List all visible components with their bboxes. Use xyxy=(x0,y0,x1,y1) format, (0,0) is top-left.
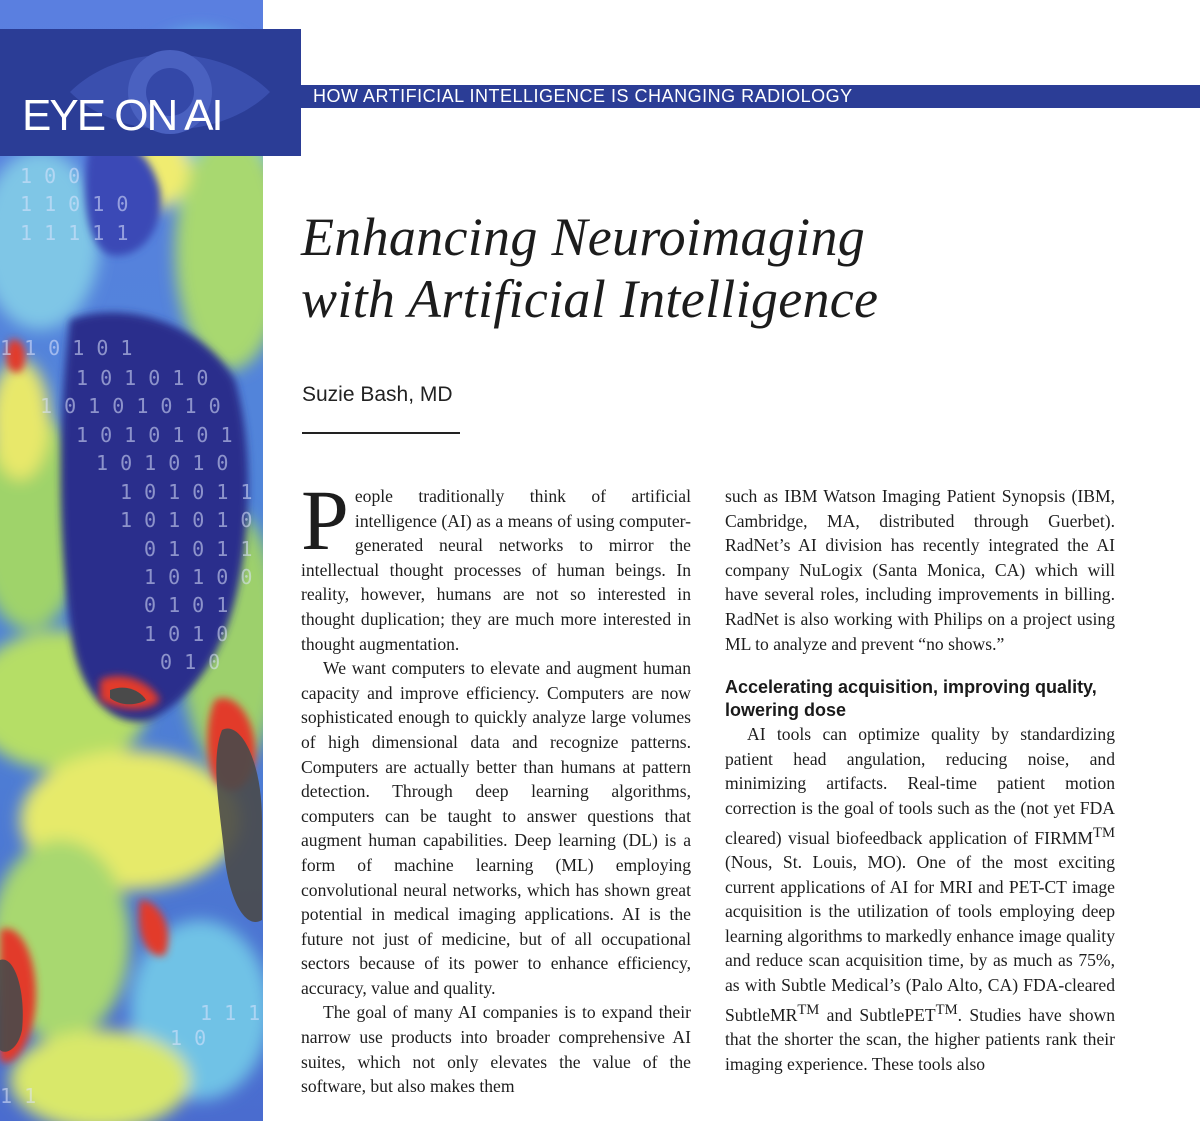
trademark-mark: TM xyxy=(935,1001,958,1018)
paragraph: We want computers to elevate and augment human capacity and improve efficiency. Computers are now sophisticated enough to quickly analyze large volumes of high dimensional data and recognize patterns. Computers are actually better than humans at pattern detection. Through deep learning algorithms, computers can be taught to answer questions that augment human capabilities. Deep learning (DL) is a form of machine learning (ML) employing convolutional neural networks, which has shown great potential in medical imaging applications. AI is the future not just of medicine, but of all occupational sectors because of its power to enhance efficiency, accuracy, value and quality. xyxy=(301,658,691,998)
binary-row: 1 1 0 1 0 xyxy=(20,192,129,216)
binary-row: 1 0 xyxy=(170,1026,207,1050)
binary-row: 1 0 1 0 1 0 xyxy=(76,366,209,390)
trademark-mark: TM xyxy=(797,1001,820,1018)
binary-row: 0 1 0 1 1 xyxy=(144,537,253,561)
binary-row: 1 1 1 1 1 xyxy=(20,221,129,245)
binary-row: 1 0 0 xyxy=(20,164,81,188)
section-brand-title: EYE ON AI xyxy=(22,91,222,140)
article-title-line2: with Artificial Intelligence xyxy=(301,269,879,329)
paragraph-text: eople traditionally think of artificial intelligence (AI) as a means of using computer-generated neural networks to mirror the intellectual thought processes of human beings. In reality, however, humans are not so interested in thought duplication; they are much more interested in thought augmentation. xyxy=(301,486,691,654)
paragraph: The goal of many AI companies is to expand their narrow use products into broader comprehensive AI suites, which not only elevates the value of the software, but also makes them xyxy=(301,1002,691,1097)
paragraph-text: (Nous, St. Louis, MO). One of the most exciting current applications of AI for MRI and PET-CT image acquisition is the utilization of tools employing deep learning algorithms to markedly enhance image quality and reduce scan acquisition time, by as much as 75%, as with Subtle Medical’s (Palo Alto, CA) FDA-cleared SubtleMR xyxy=(725,851,1115,1025)
section-brand-box xyxy=(0,29,301,156)
drop-cap: P xyxy=(301,472,349,568)
binary-row: 0 1 0 xyxy=(160,650,221,674)
article-title-line1: Enhancing Neuroimaging xyxy=(301,207,866,267)
binary-row: 1 0 1 0 xyxy=(144,622,229,646)
binary-row: 1 1 1 xyxy=(200,1001,261,1025)
trademark-mark: TM xyxy=(1093,824,1115,841)
paragraph xyxy=(301,472,691,656)
binary-row: 1 0 1 0 1 0 1 xyxy=(76,423,233,447)
article-column-left xyxy=(301,472,691,1099)
paragraph: such as IBM Watson Imaging Patient Synopsis (IBM, Cambridge, MA, distributed through Guerbet). RadNet’s AI division has recently integrated the AI company NuLogix (Santa Monica, CA) which will have several roles, including improvements in billing. RadNet is also working with Philips on a project using ML to analyze and prevent “no shows.” xyxy=(725,486,1115,654)
article-author: Suzie Bash, MD xyxy=(302,383,453,406)
neuroimaging-decor-image xyxy=(0,0,263,1121)
section-heading: Accelerating acquisition, improving quality, lowering dose xyxy=(725,677,1097,721)
author-divider xyxy=(302,432,460,434)
paragraph xyxy=(725,722,1115,1076)
binary-row: 1 0 1 0 0 xyxy=(144,565,253,589)
header-bar xyxy=(301,85,1200,108)
binary-row: 1 1 xyxy=(0,1084,37,1108)
paragraph-text: and SubtlePET xyxy=(819,1004,936,1025)
neuroimaging-art xyxy=(0,0,263,1121)
binary-row: 1 0 1 0 1 0 1 0 xyxy=(40,394,221,418)
paragraph-text: AI tools can optimize quality by standardizing patient head angulation, reducing noise, and minimizing artifacts. Real-time patient motion correction is the goal of tools such as the (not yet FDA cleared) visual biofeedback application of FIRMM xyxy=(725,724,1115,848)
paragraph-text: . Studies have shown that the shorter the scan, the higher patients rank their imaging experience. These tools also xyxy=(725,1004,1115,1074)
article-column-right xyxy=(725,484,1115,1076)
article-title xyxy=(301,206,1181,330)
binary-row: 0 1 0 1 xyxy=(144,593,229,617)
binary-row: 1 0 1 0 1 0 xyxy=(120,508,253,532)
binary-row: 1 0 1 0 1 1 xyxy=(120,480,253,504)
binary-row: 1 0 1 0 1 0 xyxy=(96,451,229,475)
binary-row: 1 1 0 1 0 1 xyxy=(0,336,133,360)
section-tagline: HOW ARTIFICIAL INTELLIGENCE IS CHANGING RADIOLOGY xyxy=(313,86,853,106)
